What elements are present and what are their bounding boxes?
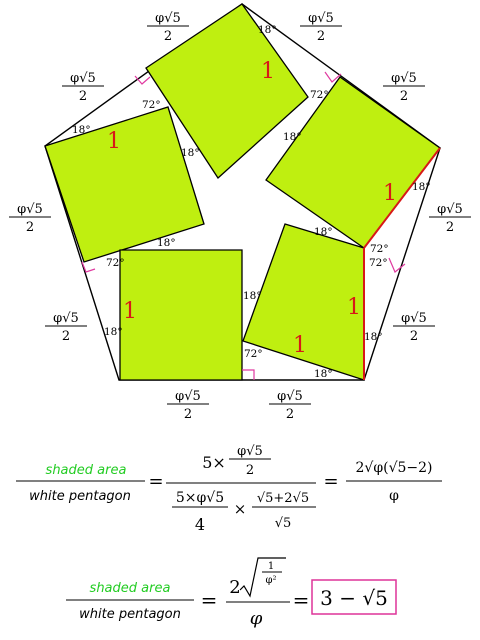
eq1-half-radical: φ√5 <box>237 444 263 459</box>
side-label-denominator: 2 <box>25 220 35 235</box>
side-label <box>62 71 104 104</box>
eq2-coefficient: 2 <box>229 577 241 598</box>
eq1-equals-1: = <box>148 471 164 492</box>
eq1-ratio-numerator: shaded area <box>45 463 127 478</box>
eq1-result-denominator: φ <box>389 488 399 504</box>
eq1-result-numerator: 2√φ(√5−2) <box>355 460 433 476</box>
angle-label: 18° <box>104 326 123 338</box>
side-label-radical: φ√5 <box>308 11 334 26</box>
side-label <box>383 71 425 104</box>
eq2-denominator: φ <box>249 608 263 629</box>
square-label-top: 1 <box>261 59 275 84</box>
side-label <box>9 202 51 235</box>
angle-label: 72° <box>310 89 329 101</box>
eq2-answer: 3 − √5 <box>320 586 388 610</box>
angle-label: 18° <box>258 24 277 36</box>
eq1-coefficient: 5× <box>202 453 226 472</box>
angle-label: 72° <box>369 257 388 269</box>
side-label-radical: φ√5 <box>17 202 43 217</box>
eq1-lower-denominator: 4 <box>194 515 206 534</box>
eq2-equals-2: = <box>292 588 310 612</box>
side-label-radical: φ√5 <box>401 311 427 326</box>
angle-label: 72° <box>106 257 125 269</box>
angle-label: 72° <box>142 99 161 111</box>
square-label-vertical: 1 <box>347 295 361 320</box>
side-label-radical: φ√5 <box>70 71 96 86</box>
side-label-denominator: 2 <box>183 407 193 422</box>
right-angle-marker <box>242 370 254 380</box>
side-label-denominator: 2 <box>78 89 88 104</box>
side-label-radical: φ√5 <box>391 71 417 86</box>
eq2-radicand-numerator: 1 <box>267 561 275 572</box>
side-label <box>167 389 209 422</box>
side-label-denominator: 2 <box>61 329 71 344</box>
angle-label: 18° <box>314 226 333 238</box>
angle-label: 18° <box>243 290 262 302</box>
side-label-denominator: 2 <box>285 407 295 422</box>
side-label-radical: φ√5 <box>175 389 201 404</box>
eq1-lower-numerator: 5×φ√5 <box>175 490 225 506</box>
square-label-bottom-right: 1 <box>293 333 307 358</box>
square-label-left: 1 <box>107 129 121 154</box>
eq1-times: × <box>233 500 247 518</box>
equation-1 <box>16 444 442 534</box>
angle-label: 18° <box>181 147 200 159</box>
side-label-denominator: 2 <box>409 329 419 344</box>
angle-label: 18° <box>72 124 91 136</box>
angle-label: 72° <box>244 348 263 360</box>
square-bottom-left <box>120 250 242 380</box>
eq1-inner-denominator: √5 <box>274 516 292 531</box>
side-label-denominator: 2 <box>445 220 455 235</box>
eq2-radical-sign <box>240 558 286 596</box>
side-label <box>45 311 87 344</box>
side-label-radical: φ√5 <box>155 11 181 26</box>
side-label-denominator: 2 <box>163 29 173 44</box>
side-label <box>429 202 471 235</box>
eq1-inner-numerator: √5+2√5 <box>256 491 310 506</box>
side-label-radical: φ√5 <box>53 311 79 326</box>
eq1-half-denominator: 2 <box>245 463 255 478</box>
side-label <box>147 11 189 44</box>
side-label <box>269 389 311 422</box>
side-label-denominator: 2 <box>399 89 409 104</box>
equation-2 <box>66 558 396 629</box>
angle-label: 18° <box>412 181 431 193</box>
angle-label: 18° <box>314 368 333 380</box>
side-label-radical: φ√5 <box>277 389 303 404</box>
eq1-equals-2: = <box>323 471 339 492</box>
eq2-equals-1: = <box>200 588 218 612</box>
square-label-bottom-left: 1 <box>123 299 137 324</box>
angle-label: 18° <box>364 331 383 343</box>
angle-label: 18° <box>157 237 176 249</box>
angle-label: 18° <box>283 131 302 143</box>
square-left <box>45 107 204 262</box>
side-label-denominator: 2 <box>316 29 326 44</box>
eq2-ratio-numerator: shaded area <box>89 581 171 596</box>
square-label-diagonal: 1 <box>383 181 397 206</box>
side-label <box>300 11 342 44</box>
eq2-ratio-denominator: white pentagon <box>79 607 181 622</box>
side-label-radical: φ√5 <box>437 202 463 217</box>
angle-label: 72° <box>370 243 389 255</box>
eq2-radicand-denominator: φ² <box>265 575 277 586</box>
side-label <box>393 311 435 344</box>
eq1-ratio-denominator: white pentagon <box>29 489 131 504</box>
